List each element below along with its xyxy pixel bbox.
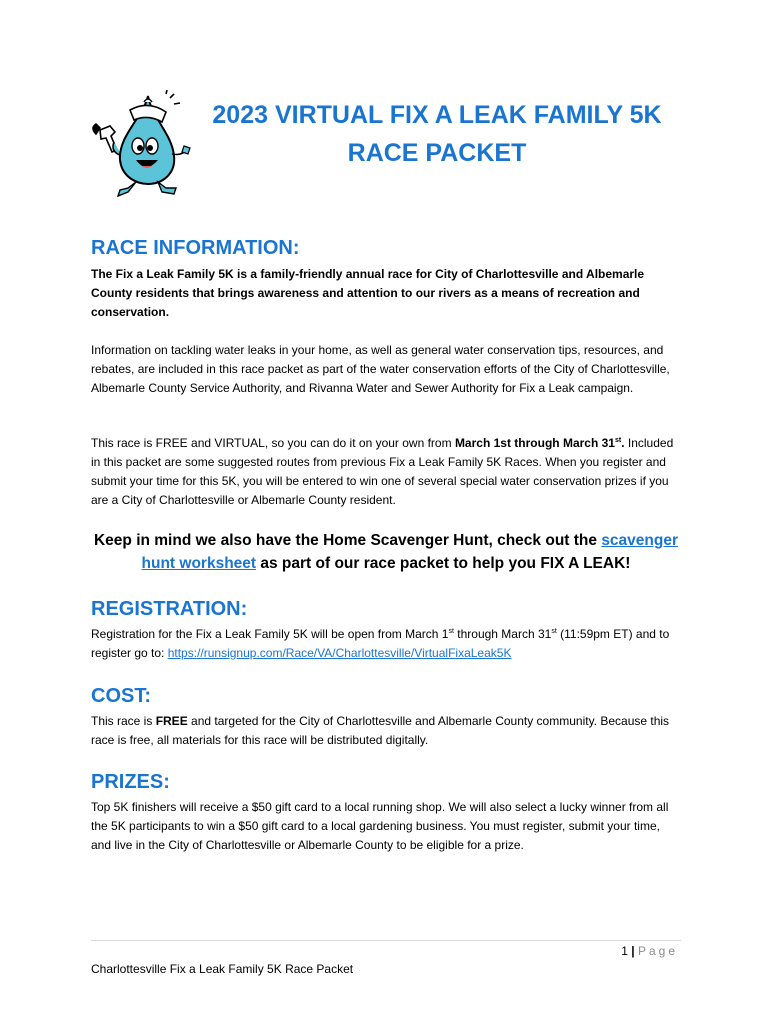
race-dates-end: . bbox=[621, 436, 625, 450]
registration-text-2: through March 31 bbox=[453, 627, 552, 641]
race-dates-text: March 1st through March 31 bbox=[454, 436, 615, 450]
registration-text bbox=[91, 625, 681, 663]
page-number-value: 1 bbox=[621, 944, 628, 958]
registration-sup-1: st bbox=[448, 628, 454, 635]
callout-tail: as part of our race packet to help you FIX A LEAK! bbox=[256, 555, 631, 572]
scavenger-hunt-worksheet-link[interactable]: scavenger hunt worksheet bbox=[141, 532, 679, 572]
registration-text-1: Registration for the Fix a Leak Family 5K will be open from March 1 bbox=[91, 627, 449, 641]
race-info-paragraph-3 bbox=[91, 434, 681, 510]
registration-heading: REGISTRATION: bbox=[91, 598, 248, 620]
race-info-paragraph-3-rest: Included in this packet are some suggested routes from previous Fix a Leak Family 5K Races. When you register and submit your time for this 5K, you will be entered to win one of several special water conservation prizes if you are a City of Charlottesville or Albemarle County resident. bbox=[91, 436, 674, 507]
race-info-intro: The Fix a Leak Family 5K is a family-friendly annual race for City of Charlottesville and Albemarle County residents that brings awareness and attention to our rivers as a means of recreation and conservation. bbox=[91, 267, 645, 319]
page-number bbox=[621, 944, 678, 958]
cost-free: FREE bbox=[155, 714, 188, 728]
footer-divider bbox=[91, 940, 681, 941]
prizes-heading: PRIZES: bbox=[91, 771, 170, 793]
cost-text-rest: and targeted for the City of Charlottesville and Albemarle County community. Because this race is free, all materials for this race will be distributed digitally. bbox=[91, 714, 670, 747]
registration-text-3: (11:59pm ET) and to register go to: bbox=[91, 627, 670, 660]
registration-sup-2: st bbox=[551, 628, 557, 635]
race-dates-sup: st bbox=[614, 437, 622, 444]
callout-lead: Keep in mind we also have the Home Scavenger Hunt, check out the bbox=[93, 532, 602, 549]
title-line-2: RACE PACKET bbox=[347, 139, 527, 167]
prizes-text: Top 5K finishers will receive a $50 gift card to a local running shop. We will also select a lucky winner from all the 5K participants to win a $50 gift card to a local gardening business. You must register, submit your time, and live in the City of Charlottesville or Albemarle County to be eligible for a prize. bbox=[91, 800, 669, 852]
title-line-1: 2023 VIRTUAL FIX A LEAK FAMILY 5K bbox=[212, 101, 662, 129]
race-dates bbox=[455, 436, 625, 450]
race-info-heading: RACE INFORMATION: bbox=[91, 237, 300, 259]
race-info-paragraph-2: Information on tackling water leaks in your home, as well as general water conservation tips, resources, and rebates, are included in this race packet as part of the water conservation efforts of the City of Charlottesville, Albemarle County Service Authority, and Rivanna Water and Sewer Authority for Fix a Leak campaign. bbox=[91, 343, 670, 395]
water-drop-mascot-icon bbox=[86, 90, 198, 198]
page-word: Page bbox=[637, 944, 678, 958]
race-dates-lead: This race is FREE and VIRTUAL, so you can do it on your own from bbox=[91, 436, 455, 450]
footer-doc-title: Charlottesville Fix a Leak Family 5K Race Packet bbox=[91, 962, 354, 976]
page-title bbox=[190, 96, 684, 172]
scavenger-hunt-callout bbox=[88, 529, 684, 575]
cost-heading: COST: bbox=[91, 685, 151, 707]
registration-link[interactable]: https://runsignup.com/Race/VA/Charlottesville/VirtualFixaLeak5K bbox=[167, 646, 512, 660]
cost-text-lead: This race is bbox=[91, 714, 156, 728]
cost-text bbox=[91, 712, 681, 750]
page-number-separator: | bbox=[631, 944, 635, 958]
